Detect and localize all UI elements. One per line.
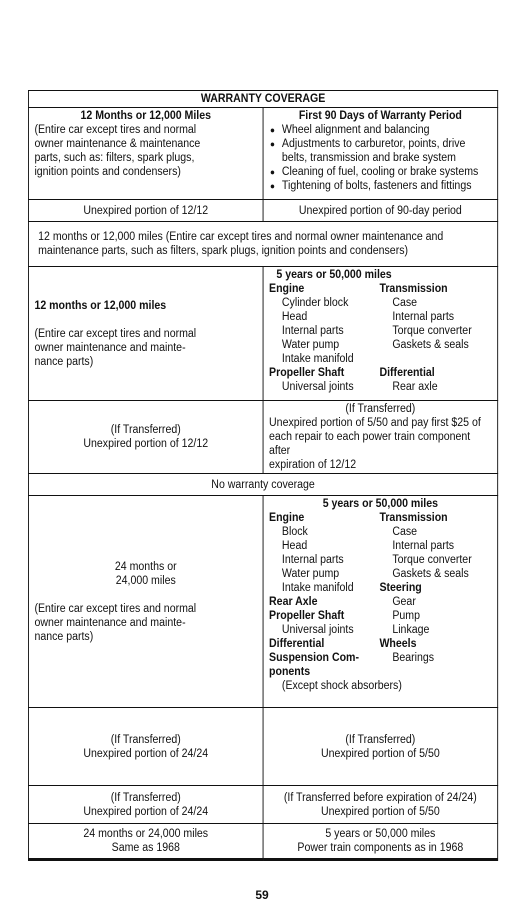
row7-left-line: 24,000 miles (115, 574, 176, 587)
row6-cell: No warranty coverage (28, 474, 497, 496)
row7-left-line: nance parts) (34, 630, 94, 643)
component-label: Internal parts (281, 325, 344, 337)
adjustment-list (269, 123, 492, 193)
component-label: Head (281, 540, 308, 552)
component-label: Gear (392, 596, 416, 608)
list-item: ● Tightening of bolts, fasteners and fittings (269, 179, 492, 193)
list-item: ● Cleaning of fuel, cooling or brake systems (269, 165, 492, 179)
list-item: ● Adjustments to carburetor, points, drive belts, transmission and brake system (269, 137, 492, 165)
row10-left-line: 24 months or 24,000 miles (83, 828, 209, 840)
row4-left-line: owner maintenance and mainte- (34, 341, 186, 354)
row7-left-line: owner maintenance and mainte- (34, 616, 186, 629)
row3-cell: 12 months or 12,000 miles (Entire car except tires and normal owner maintenance and maintenance parts, such as filters, spark plugs, ignition points and condensers) (28, 222, 497, 267)
component-label: Engine (269, 283, 305, 295)
row7-components (269, 511, 492, 679)
row5-right-cell (263, 401, 498, 474)
component-label: Case (392, 297, 418, 309)
row5-left-cell (28, 401, 263, 474)
row5-left-line: Unexpired portion of 12/12 (83, 438, 209, 450)
warranty-coverage-table (28, 90, 498, 861)
row10-left-cell (28, 824, 263, 860)
component-label: Water pump (281, 568, 340, 580)
component-label: Universal joints (281, 381, 354, 393)
component-label: Internal parts (392, 311, 455, 323)
row5-right-line: (If Transferred) (345, 403, 416, 415)
list-item: ● Wheel alignment and balancing (269, 123, 492, 137)
component-label: Intake manifold (281, 582, 354, 594)
component-label: Internal parts (392, 540, 455, 552)
row1-left-cell (28, 108, 263, 200)
component-label: Engine (269, 512, 305, 524)
component-label: Pump (392, 610, 420, 622)
row1-left-line: parts, such as: filters, spark plugs, (34, 152, 195, 164)
row5-right-line: expiration of 12/12 (269, 459, 357, 471)
component-label: Water pump (281, 339, 340, 351)
row9-left-line: (If Transferred) (110, 791, 181, 804)
component-label: Rear axle (392, 381, 438, 393)
component-label: Torque converter (392, 325, 472, 337)
component-label: Transmission (379, 283, 448, 295)
row8-right-line: (If Transferred) (345, 733, 416, 746)
component-label: Suspension Com- (269, 652, 359, 664)
row7-right-cell (263, 496, 498, 708)
component-label: Intake manifold (281, 353, 354, 365)
component-label: Universal joints (281, 624, 354, 636)
component-label: Propeller Shaft (269, 367, 345, 379)
row7-left-line: (Entire car except tires and normal (34, 602, 197, 615)
row4-right-heading: 5 years or 50,000 miles (276, 269, 392, 281)
component-label: Linkage (392, 624, 430, 636)
row8-left-cell (28, 708, 263, 786)
row9-right-line: Unexpired portion of 5/50 (320, 805, 440, 818)
row8-left-line: (If Transferred) (110, 733, 181, 746)
row5-left-line: (If Transferred) (110, 424, 181, 436)
component-label (379, 352, 491, 366)
row4-components (269, 282, 492, 394)
component-label: Case (392, 526, 418, 538)
row10-right-line: 5 years or 50,000 miles (325, 828, 436, 840)
component-label: Wheels (379, 638, 417, 650)
component-label: ponents (269, 666, 311, 678)
row8-right-cell (263, 708, 498, 786)
row4-left-line: nance parts) (34, 355, 94, 368)
component-label: Head (281, 311, 308, 323)
row8-left-line: Unexpired portion of 24/24 (83, 747, 209, 760)
component-label: Internal parts (281, 554, 344, 566)
component-label: Gaskets & seals (392, 568, 469, 580)
row4-left-cell (28, 267, 263, 401)
row9-right-line: (If Transferred before expiration of 24/24) (283, 791, 477, 804)
component-label: Gaskets & seals (392, 339, 469, 351)
row1-right-heading: First 90 Days of Warranty Period (298, 110, 462, 122)
row4-right-cell (263, 267, 498, 401)
row10-right-line: Power train components as in 1968 (297, 842, 464, 854)
row5-right-line: Unexpired portion of 5/50 and pay first $25 of (269, 417, 481, 429)
row10-right-cell (263, 824, 498, 860)
component-label: Differential (379, 367, 435, 379)
row5-right-line: each repair to each power train component after (269, 431, 471, 457)
component-label: Block (281, 526, 308, 538)
row1-left-line: (Entire car except tires and normal (34, 124, 197, 136)
component-label: Bearings (392, 652, 435, 664)
component-label: Rear Axle (269, 596, 318, 608)
row7-right-heading: 5 years or 50,000 miles (322, 498, 439, 510)
component-label: Cylinder block (281, 297, 349, 309)
row10-left-line: Same as 1968 (111, 842, 180, 854)
component-note: (Except shock absorbers) (281, 680, 402, 692)
row7-left-cell (28, 496, 263, 708)
component-label: Differential (269, 638, 325, 650)
row1-left-line: ignition points and condensers) (34, 166, 181, 178)
component-label (379, 665, 491, 679)
row4-left-heading: 12 months or 12,000 miles (34, 299, 167, 312)
row4-left-line: (Entire car except tires and normal (34, 327, 197, 340)
component-label: Propeller Shaft (269, 610, 345, 622)
row2-left-cell: Unexpired portion of 12/12 (28, 200, 263, 222)
component-label: Steering (379, 582, 422, 594)
row1-left-heading: 12 Months or 12,000 Miles (80, 110, 212, 122)
row7-left-line: 24 months or (114, 560, 177, 573)
component-label: Transmission (379, 512, 448, 524)
row9-left-line: Unexpired portion of 24/24 (83, 805, 209, 818)
row9-left-cell (28, 786, 263, 824)
row1-left-line: owner maintenance & maintenance (34, 138, 201, 150)
row2-right-cell: Unexpired portion of 90-day period (263, 200, 498, 222)
component-label: Torque converter (392, 554, 472, 566)
row1-right-cell (263, 108, 498, 200)
row9-right-cell (263, 786, 498, 824)
table-title: WARRANTY COVERAGE (28, 91, 497, 108)
row8-right-line: Unexpired portion of 5/50 (320, 747, 440, 760)
page-number: 59 (255, 888, 269, 902)
